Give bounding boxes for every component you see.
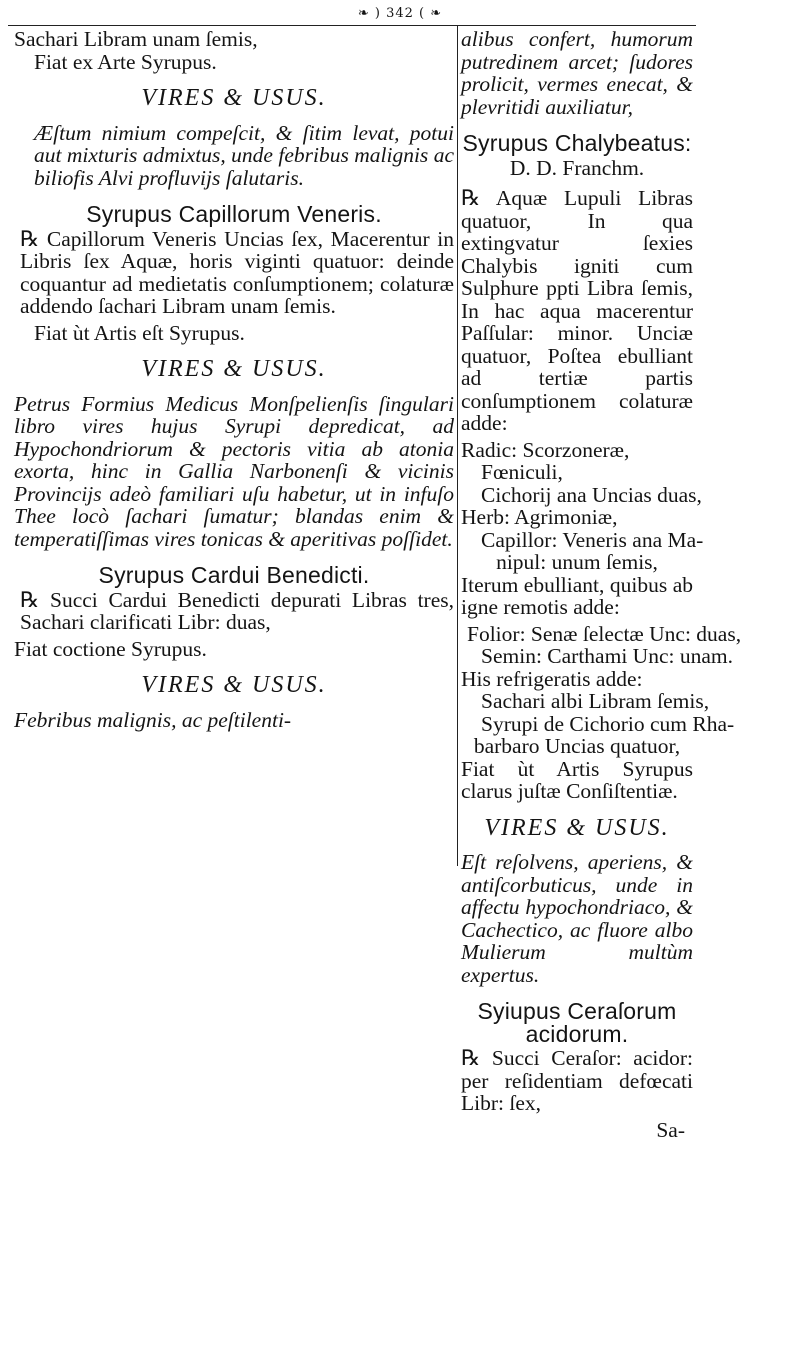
his-refrigeratis: His refrigeratis adde: [461,666,643,691]
syrupus-cardui-title: Syrupus Cardui Benedicti. [98,562,370,588]
usus-paragraph-right: Eſt reſolvens, aperiens, & antiſcorbuticus, unde in affectu hypochondriaco, & Cachectico, ac fluore albo Mulierum multùm expertus. [461,850,693,987]
intro-line-1: Sachari Libram unam ſemis, [14,27,258,51]
right-column [461,27,742,1142]
sachari-line-2: Syrupi de Cichorio cum Rha- [481,711,735,736]
cardui-fiat: Fiat coctione Syrupus. [14,636,207,661]
vires-heading-right: VIRES & USUS. [484,814,670,841]
sachari-line-1: Sachari albi Libram ſemis, [481,689,710,713]
chalybeatus-author: D. D. Franchm. [509,155,645,180]
usus-continued: alibus confert, humorum putredinem arcet; ſudores prolicit, vermes enecat, & plevritidi auxiliatur, [461,27,693,119]
capillorum-recipe: ℞ Capillorum Veneris Uncias ſex, Macerentur in Libris ſex Aquæ, horis viginti quatuor: deinde coquantur ad medietatis conſumptionem; colaturæ addendo ſachari Libram unam ſemis. [14,228,454,318]
iterum-paragraph: Iterum ebulliant, quibus ab igne remotis adde: [461,572,693,619]
column-divider [457,26,458,866]
vires-heading-2: VIRES & USUS. [141,356,327,382]
capillorum-fiat: Fiat ùt Artis eſt Syrupus. [34,320,245,345]
vires-heading-3: VIRES & USUS. [141,672,327,698]
folior-line-1: Folior: Senæ ſelectæ Unc: duas, [467,621,742,646]
fiat-paragraph: Fiat ùt Artis Syrupus clarus juſtæ Conſiſtentiæ. [461,756,693,803]
syrupus-chalybeatus-title: Syrupus Chalybeatus: [462,130,692,156]
ornament-left: ❧ ) [357,6,387,21]
herb-line-2: Capillor: Veneris ana Ma- [481,527,704,552]
usus-paragraph-1: Æſtum nimium compeſcit, & ſitim levat, potui aut mixturis admixtus, unde febribus malignis ac biliofis Alvi profluvijs ſalutaris. [34,120,454,190]
herb-line-1: Herb: Agrimoniæ, [461,505,618,529]
herb-line-3: nipul: unum ſemis, [496,550,658,574]
page-number: 342 [386,6,414,21]
chalybeatus-recipe: ℞ Aquæ Lupuli Libras quatuor, In qua extingvatur ſexies Chalybis igniti cum Sulphure ppti Libra ſemis, In hac aqua macerentur Paſſular: minor. Unciæ quatuor, Poſtea ebulliant ad tertiæ partis conſumptionem colaturæ adde: [461,187,693,435]
radic-line-1: Radic: Scorzoneræ, [461,437,630,462]
usus-paragraph-3: Febribus malignis, ac peſtilenti- [14,707,292,732]
sachari-line-3: barbaro Uncias quatuor, [473,734,681,758]
cerasorum-recipe: ℞ Succi Ceraſor: acidor: per reſidentiam defœcati Libr: ſex, [461,1047,693,1115]
folior-line-2: Semin: Carthami Unc: unam. [481,644,733,668]
cardui-recipe: ℞ Succi Cardui Benedicti depurati Libras tres, Sachari clarificati Libr: duas, [14,589,454,634]
syrupus-cerasorum-title: Syiupus Ceraſorum acidorum. [477,998,677,1047]
intro-line-2: Fiat ex Arte Syrupus. [34,49,217,74]
syrupus-capillorum-title: Syrupus Capillorum Veneris. [86,201,382,227]
left-column [14,28,454,735]
petrus-paragraph: Petrus Formius Medicus Monſpelienſis ſingulari libro vires hujus Syrupi depredicat, ad Hypochondriorum & pectoris vitia ab atonia exorta, hinc in Gallia Narbonenſi & vicinis Provincijs adeò familiari uſu habetur, ut in infuſo Thee locò ſachari ſumatur; blandas enim & temperatiſſimas vires tonicas & aperitivas poſſidet. [14,391,454,551]
ornament-right: ( ❧ [413,6,443,21]
vires-heading-1: VIRES & USUS. [141,85,327,111]
radic-line-2: Fœniculi, [481,460,563,484]
catchword: Sa- [656,1117,685,1142]
radic-line-3: Cichorij ana Uncias duas, [481,482,702,507]
header-rule [8,25,696,26]
page-header [0,6,800,21]
